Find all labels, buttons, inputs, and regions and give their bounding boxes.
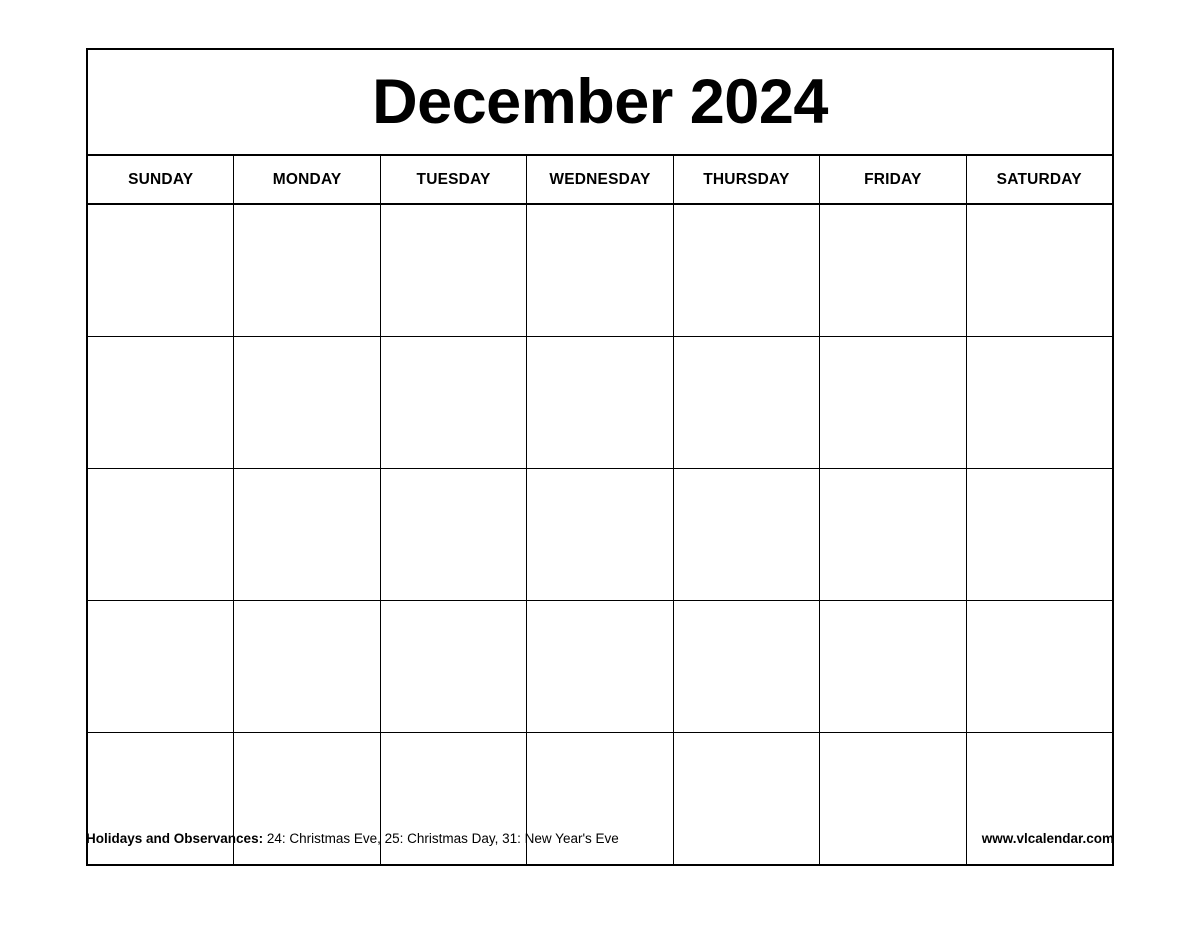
calendar-day-cell[interactable] bbox=[674, 601, 820, 732]
calendar-day-cell[interactable] bbox=[674, 337, 820, 468]
weekday-header-monday: MONDAY bbox=[234, 156, 380, 203]
holidays-note bbox=[86, 831, 619, 846]
calendar-week-row bbox=[88, 205, 1112, 337]
calendar-day-cell[interactable] bbox=[234, 337, 380, 468]
footer bbox=[86, 831, 1114, 846]
calendar-day-cell[interactable] bbox=[527, 469, 673, 600]
calendar-title-row bbox=[88, 50, 1112, 156]
weekday-header-thursday: THURSDAY bbox=[674, 156, 820, 203]
calendar-day-cell[interactable] bbox=[527, 601, 673, 732]
calendar-day-cell[interactable] bbox=[234, 205, 380, 336]
calendar-day-cell[interactable] bbox=[674, 205, 820, 336]
calendar-day-cell[interactable] bbox=[820, 469, 966, 600]
calendar-day-cell[interactable] bbox=[381, 205, 527, 336]
weekday-header-saturday: SATURDAY bbox=[996, 170, 1082, 188]
calendar-day-cell[interactable] bbox=[381, 469, 527, 600]
calendar-week-row bbox=[88, 337, 1112, 469]
weekday-header-sunday: SUNDAY bbox=[88, 156, 234, 203]
calendar-day-cell[interactable] bbox=[88, 337, 234, 468]
holidays-label: Holidays and Observances: bbox=[86, 831, 264, 846]
calendar-day-cell[interactable] bbox=[967, 205, 1112, 336]
calendar-day-cell[interactable] bbox=[88, 205, 234, 336]
calendar-grid bbox=[86, 48, 1114, 866]
calendar-day-cell[interactable] bbox=[527, 337, 673, 468]
calendar-day-cell[interactable] bbox=[234, 469, 380, 600]
calendar-day-cell[interactable] bbox=[820, 601, 966, 732]
calendar-day-cell[interactable] bbox=[820, 205, 966, 336]
website-url: www.vlcalendar.com bbox=[981, 831, 1114, 846]
weekday-header-wednesday: WEDNESDAY bbox=[527, 156, 673, 203]
weekday-header-row bbox=[88, 156, 1112, 205]
calendar-day-cell[interactable] bbox=[820, 337, 966, 468]
calendar-day-cell[interactable] bbox=[381, 601, 527, 732]
weekday-header-tuesday: TUESDAY bbox=[381, 156, 527, 203]
calendar-day-cell[interactable] bbox=[88, 601, 234, 732]
holidays-list: 24: Christmas Eve, 25: Christmas Day, 31: New Year's Eve bbox=[263, 831, 619, 846]
weekday-header-friday: FRIDAY bbox=[820, 156, 966, 203]
calendar-day-cell[interactable] bbox=[674, 469, 820, 600]
calendar-week-row bbox=[88, 601, 1112, 733]
calendar-day-cell[interactable] bbox=[967, 601, 1112, 732]
calendar-week-row bbox=[88, 469, 1112, 601]
calendar-day-cell[interactable] bbox=[527, 205, 673, 336]
calendar-day-cell[interactable] bbox=[967, 469, 1112, 600]
calendar-day-cell[interactable] bbox=[381, 337, 527, 468]
calendar-day-cell[interactable] bbox=[967, 337, 1112, 468]
calendar-day-cell[interactable] bbox=[88, 469, 234, 600]
page-title: December 2024 bbox=[372, 66, 828, 137]
calendar-day-cell[interactable] bbox=[234, 601, 380, 732]
